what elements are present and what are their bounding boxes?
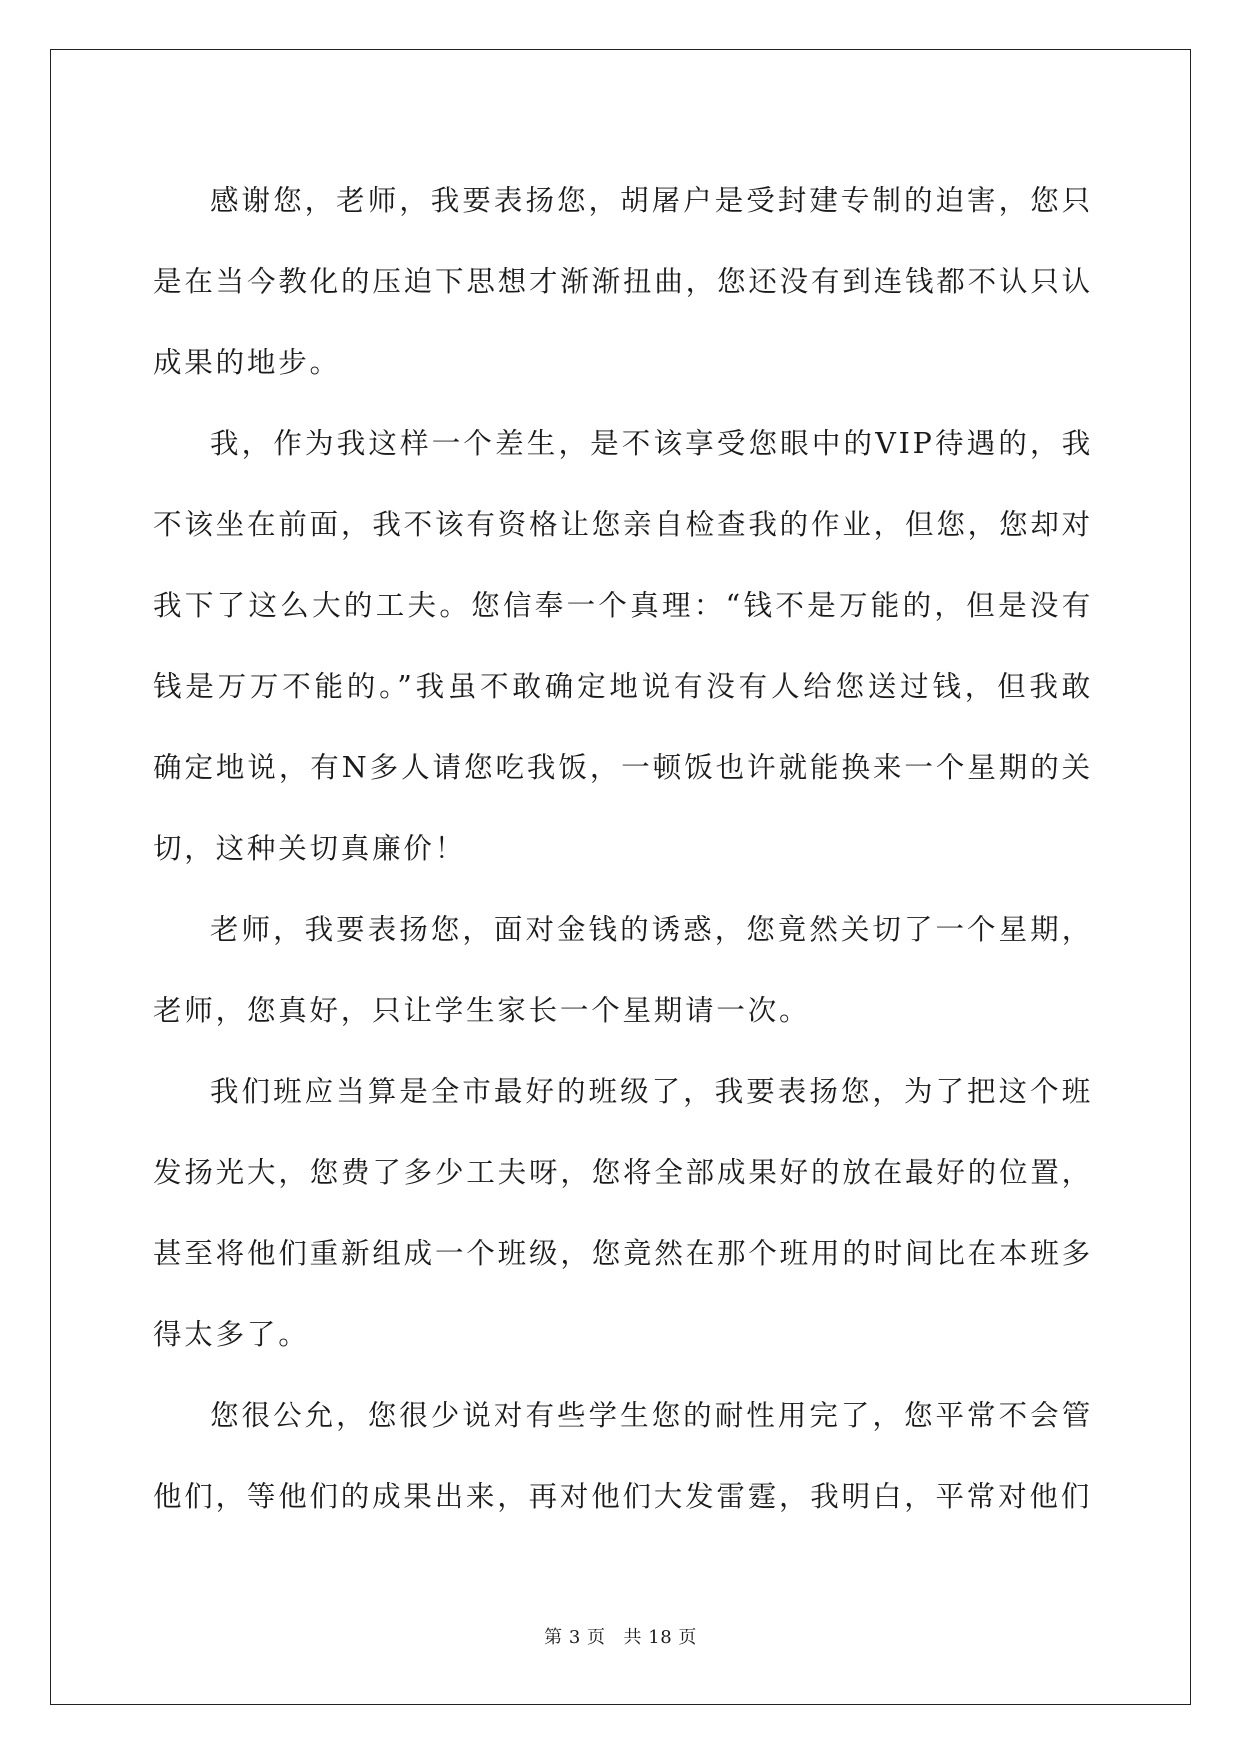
paragraph-1: 感谢您，老师，我要表扬您，胡屠户是受封建专制的迫害，您只是在当今教化的压迫下思想才渐渐扭曲，您还没有到连钱都不认只认成果的地步。 [153, 184, 1093, 379]
page-footer [0, 1623, 1241, 1649]
paragraph-2: 我，作为我这样一个差生，是不该享受您眼中的VIP待遇的，我不该坐在前面，我不该有资格让您亲自检查我的作业，但您，您却对我下了这么大的工夫。您信奉一个真理：“钱不是万能的，但是没有钱是万万不能的。”我虽不敢确定地说有没有人给您送过钱，但我敢确定地说，有N多人请您吃我饭，一顿饭也许就能换来一个星期的关切，这种关切真廉价！ [153, 427, 1093, 865]
total-page-count: 共 18 页 [623, 1627, 697, 1648]
paragraph-4: 我们班应当算是全市最好的班级了，我要表扬您，为了把这个班发扬光大，您费了多少工夫呀，您将全部成果好的放在最好的位置，甚至将他们重新组成一个班级，您竟然在那个班用的时间比在本班多得太多了。 [153, 1075, 1093, 1351]
current-page-number: 第 3 页 [544, 1627, 606, 1648]
document-body [153, 160, 1093, 1537]
paragraph-5: 您很公允，您很少说对有些学生您的耐性用完了，您平常不会管他们，等他们的成果出来，再对他们大发雷霆，我明白，平常对他们 [153, 1399, 1093, 1513]
paragraph-3: 老师，我要表扬您，面对金钱的诱惑，您竟然关切了一个星期，老师，您真好，只让学生家长一个星期请一次。 [153, 913, 1093, 1027]
